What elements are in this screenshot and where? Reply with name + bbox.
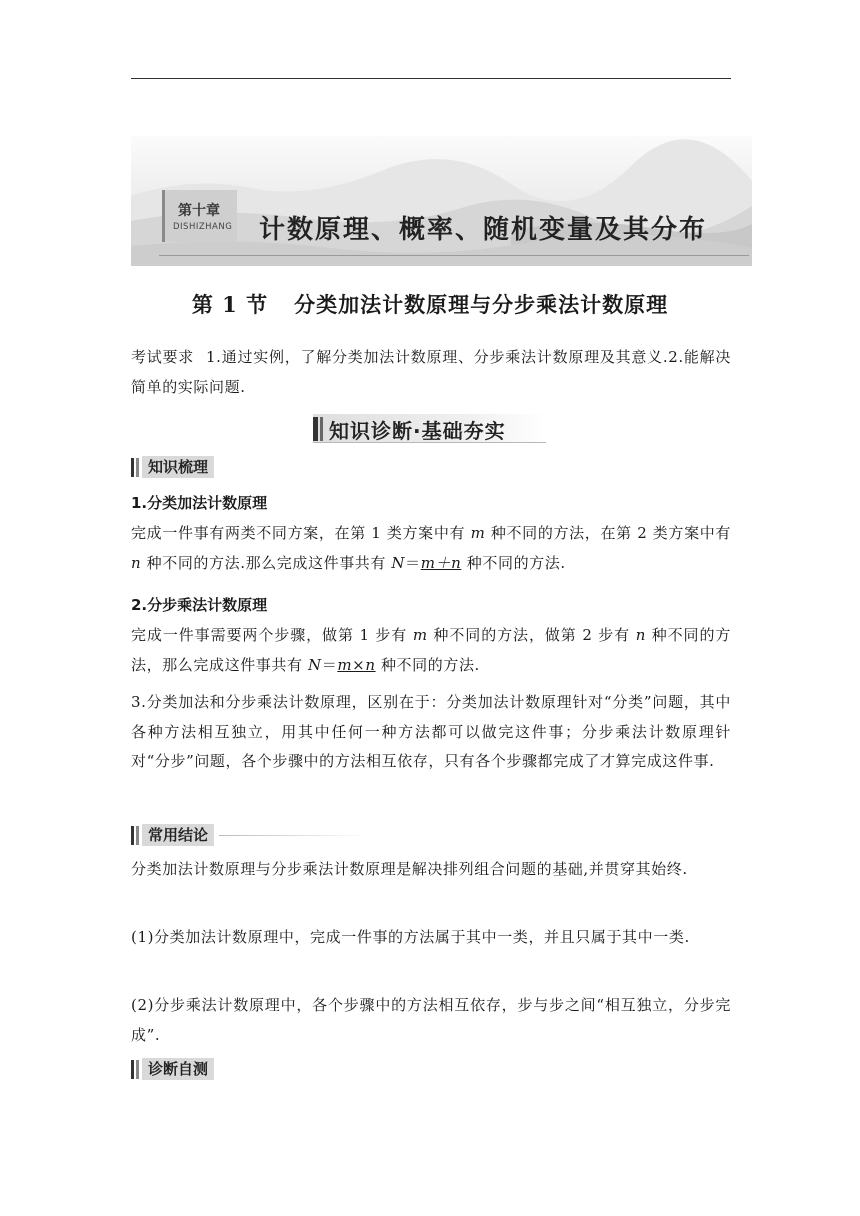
chapter-number-pinyin: DISHIZHANG: [173, 222, 233, 232]
main-heading: 知识诊断·基础夯实: [329, 419, 506, 443]
paragraph-difference: 3.分类加法和分步乘法计数原理，区别在于：分类加法计数原理针对“分类”问题，其中各种方法相互独立，用其中任何一种方法都可以做完这件事；分步乘法计数原理针对“分步”问题，各个步骤中的方法相互依存，只有各个步骤都完成了才算完成这件事.: [131, 693, 731, 770]
paragraph-addition-principle: 完成一件事有两类不同方案，在第 1 类方案中有 m 种不同的方法，在第 2 类方案中有 n 种不同的方法.那么完成这件事共有 N＝m＋n 种不同的方法.: [131, 524, 732, 572]
section-name: 分类加法计数原理与分步乘法计数原理: [294, 292, 669, 317]
tag-knowledge: [131, 456, 231, 478]
paragraph-multiplication-principle: 完成一件事需要两个步骤，做第 1 步有 m 种不同的方法，做第 2 步有 n 种不同的方法，那么完成这件事共有 N＝m×n 种不同的方法.: [131, 626, 731, 674]
heading-addition-principle: 1.分类加法计数原理: [131, 494, 268, 512]
exam-requirements: [131, 343, 731, 402]
conclusion-item-1: (1)分类加法计数原理中，完成一件事的方法属于其中一类，并且只属于其中一类.: [131, 928, 690, 946]
answer-multiplication: m×n: [337, 655, 376, 674]
tag-self-test: [131, 1058, 231, 1080]
chapter-title: 计数原理、概率、随机变量及其分布: [259, 215, 708, 245]
requirements-label: 考试要求: [131, 348, 195, 366]
main-heading-bar: [313, 414, 546, 443]
chapter-label-box: [162, 190, 237, 242]
conclusion-item-2: (2)分步乘法计数原理中，各个步骤中的方法相互依存，步与步之间“相互独立，分步完成”.: [131, 996, 731, 1044]
tag-self-test-label: 诊断自测: [142, 1058, 214, 1080]
answer-addition: m＋n: [420, 553, 462, 572]
header-rule: [131, 78, 731, 79]
tag-conclusion-label: 常用结论: [142, 824, 214, 846]
section-number: 第 1 节: [191, 292, 269, 317]
section-title: [0, 289, 860, 319]
tag-knowledge-label: 知识梳理: [142, 456, 214, 478]
requirements-text: 1.通过实例，了解分类加法计数原理、分步乘法计数原理及其意义.2.能解决简单的实际问题.: [131, 348, 731, 396]
chapter-banner: [131, 136, 752, 266]
heading-multiplication-principle: 2.分步乘法计数原理: [131, 596, 268, 614]
tag-conclusion: [131, 824, 371, 846]
banner-divider: [159, 255, 749, 256]
conclusion-intro: 分类加法计数原理与分步乘法计数原理是解决排列组合问题的基础,并贯穿其始终.: [131, 860, 688, 878]
chapter-number: 第十章: [178, 203, 220, 219]
